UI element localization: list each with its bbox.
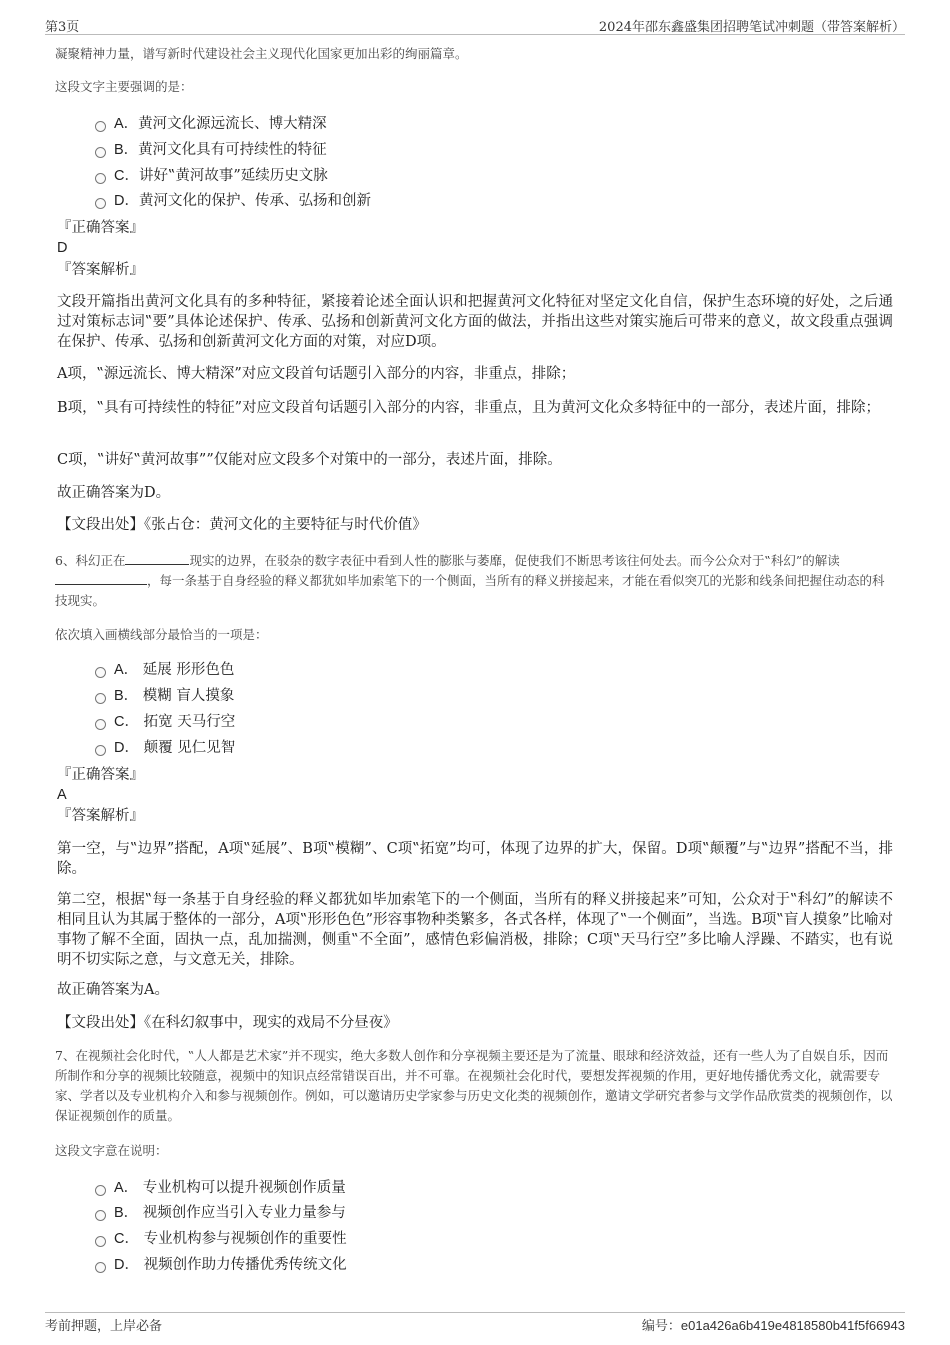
q7-option-c[interactable]: C． 专业机构参与视频创作的重要性 <box>95 1229 347 1249</box>
q6-analysis-paragraph: 第一空，与‟边界”搭配，A项‟延展”、B项‟模糊”、C项‟拓宽”均可，体现了边界的扩大，保留。D项‟颠覆”与‟边界”搭配不当，排除。 <box>57 841 893 877</box>
radio-icon[interactable] <box>95 147 106 158</box>
q5-analysis-paragraph: A项，‟源远流长、博大精深”对应文段首句话题引入部分的内容，非重点，排除； <box>57 366 576 382</box>
document-title: 2024年邵东鑫盛集团招聘笔试冲刺题（带答案解析） <box>598 20 905 35</box>
page-number: 第3页 <box>45 20 80 35</box>
radio-icon[interactable] <box>95 1210 106 1221</box>
radio-icon[interactable] <box>95 198 106 209</box>
q5-option-b[interactable]: B．黄河文化具有可持续性的特征 <box>95 140 327 160</box>
q5-source: 【文段出处】《张占仓：黄河文化的主要特征与时代价值》 <box>57 517 427 533</box>
q5-stem-tail: 凝聚精神力量，谱写新时代建设社会主义现代化国家更加出彩的绚丽篇章。 <box>55 46 468 61</box>
q7-option-d[interactable]: D． 视频创作助力传播优秀传统文化 <box>95 1255 347 1275</box>
q6-option-c[interactable]: C． 拓宽 天马行空 <box>95 712 235 732</box>
q5-option-c[interactable]: C．讲好‟黄河故事”延续历史文脉 <box>95 166 328 186</box>
q5-option-d[interactable]: D．黄河文化的保护、传承、弘扬和创新 <box>95 191 371 211</box>
radio-icon[interactable] <box>95 667 106 678</box>
q6-option-a[interactable]: A． 延展 形形色色 <box>95 660 234 680</box>
q5-analysis-paragraph: B项，‟具有可持续性的特征”对应文段首句话题引入部分的内容，非重点，且为黄河文化众多特征中的一部分，表述片面，排除； <box>57 400 880 416</box>
q7-option-b[interactable]: B． 视频创作应当引入专业力量参与 <box>95 1203 346 1223</box>
radio-icon[interactable] <box>95 1236 106 1247</box>
q5-answer-label: 『正确答案』 <box>57 220 144 236</box>
page-header <box>45 14 905 35</box>
radio-icon[interactable] <box>95 121 106 132</box>
q5-analysis-conclusion: 故正确答案为D。 <box>57 485 171 501</box>
q6-answer: A <box>57 787 67 803</box>
q6-analysis-paragraph: 第二空，根据‟每一条基于自身经验的释义都犹如毕加索笔下的一个侧面，当所有的释义拼接起来”可知，公众对于‟科幻”的解读不相同且认为其属于整体的一部分，A项‟形形色色”形容事物种类繁多，各式各样，体现了‟一个侧面”，当选。B项‟盲人摸象”比喻对事物了解不全面，固执一点，乱加揣测，侧重‟不全面”，感情色彩偏消极，排除；C项‟天马行空”多比喻人浮躁、不踏实，也有说明不切实际之意，与文意无关，排除。 <box>57 892 893 968</box>
q6-option-b[interactable]: B． 模糊 盲人摸象 <box>95 686 234 706</box>
radio-icon[interactable] <box>95 1262 106 1273</box>
radio-icon[interactable] <box>95 719 106 730</box>
document-code: 编号：e01a426a6b419e4818580b41f5f66943 <box>641 1318 905 1334</box>
q7-prompt: 这段文字意在说明： <box>55 1143 168 1158</box>
q5-prompt: 这段文字主要强调的是： <box>55 79 193 94</box>
q6-stem: 6、科幻正在 现实的边界，在驳杂的数字表征中看到人性的膨胀与萎靡，促使我们不断思考该往何处去。而今公众对于‟科幻”的解读，每一条基于自身经验的释义都犹如毕加索笔下的一个侧面，当所有的释义拼接起来，才能在看似突兀的光影和线条间把握住动态的科技现实。 <box>55 553 885 608</box>
q6-answer-label: 『正确答案』 <box>57 767 144 783</box>
radio-icon[interactable] <box>95 1185 106 1196</box>
q6-source: 【文段出处】《在科幻叙事中，现实的戏局不分昼夜》 <box>57 1015 398 1031</box>
q6-analysis-conclusion: 故正确答案为A。 <box>57 982 169 998</box>
radio-icon[interactable] <box>95 173 106 184</box>
fill-blank-1 <box>125 551 189 565</box>
q6-analysis-label: 『答案解析』 <box>57 808 144 824</box>
q5-answer: D <box>57 240 68 256</box>
q6-option-d[interactable]: D． 颠覆 见仁见智 <box>95 738 235 758</box>
q7-option-a[interactable]: A． 专业机构可以提升视频创作质量 <box>95 1178 346 1198</box>
page-footer <box>45 1312 905 1337</box>
q5-analysis-paragraph: 文段开篇指出黄河文化具有的多种特征，紧接着论述全面认识和把握黄河文化特征对坚定文化自信，保护生态环境的好处，之后通过对策标志词‟要”具体论述保护、传承、弘扬和创新黄河文化方面的做法，并指出这些对策实施后可带来的意义，故文段重点强调在保护、传承、弘扬和创新黄河文化方面的对策，对应D项。 <box>57 294 893 350</box>
footer-slogan: 考前押题，上岸必备 <box>45 1319 163 1334</box>
radio-icon[interactable] <box>95 693 106 704</box>
fill-blank-2 <box>55 571 147 585</box>
q7-stem: 7、在视频社会化时代，‟人人都是艺术家”并不现实，绝大多数人创作和分享视频主要还是为了流量、眼球和经济效益，还有一些人为了自娱自乐，因而所制作和分享的视频比较随意，视频中的知识点经常错误百出，并不可靠。在视频社会化时代，要想发挥视频的作用，更好地传播优秀文化，就需要专家、学者以及专业机构介入和参与视频创作。例如，可以邀请历史学家参与历史文化类的视频创作，邀请文学研究者参与文学作品欣赏类的视频创作，以保证视频创作的质量。 <box>55 1048 893 1123</box>
q6-prompt: 依次填入画横线部分最恰当的一项是： <box>55 627 268 642</box>
q5-analysis-paragraph: C项，‟讲好‟黄河故事””仅能对应文段多个对策中的一部分，表述片面，排除。 <box>57 452 562 468</box>
q5-option-a[interactable]: A．黄河文化源远流长、博大精深 <box>95 114 327 134</box>
radio-icon[interactable] <box>95 745 106 756</box>
q5-analysis-label: 『答案解析』 <box>57 262 144 278</box>
